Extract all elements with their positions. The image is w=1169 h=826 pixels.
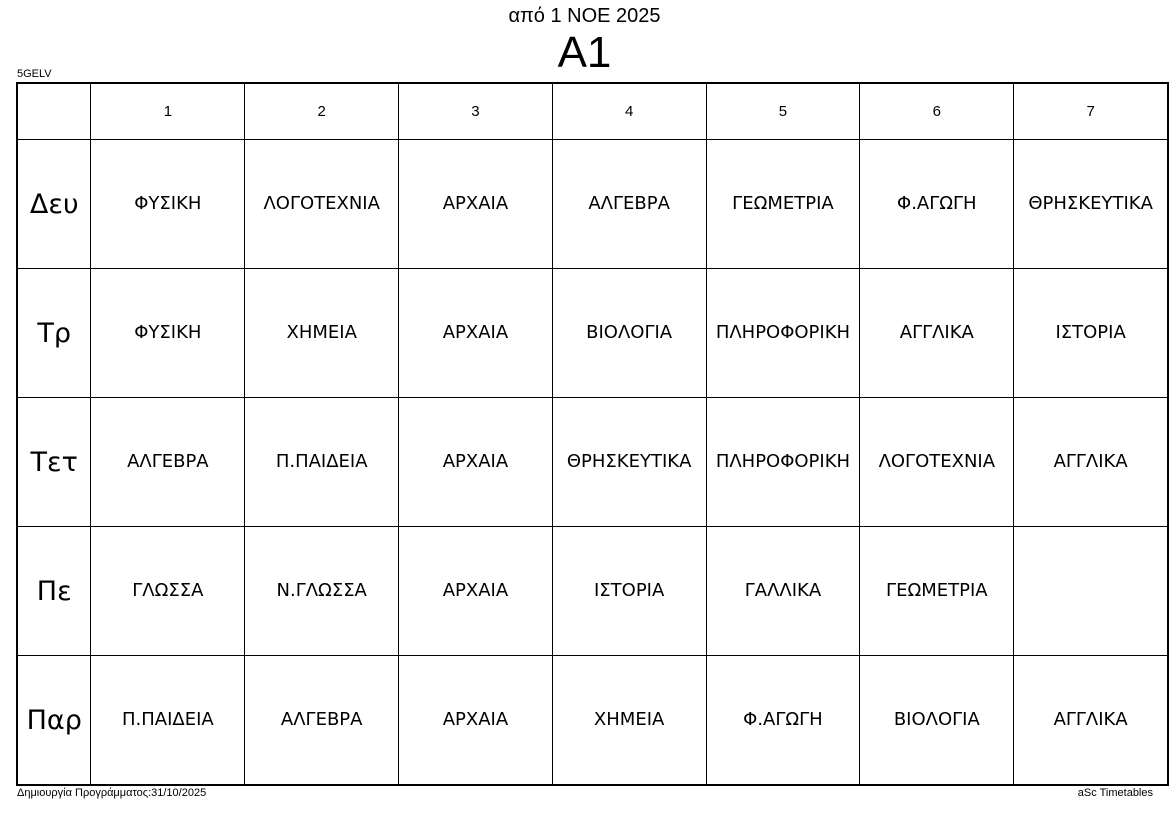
lesson-cell: ΑΡΧΑΙΑ [399,269,553,398]
lesson-cell: Π.ΠΑΙΔΕΙΑ [245,398,399,527]
lesson-cell: ΑΛΓΕΒΡΑ [552,140,706,269]
day-row-tuesday [17,269,1168,398]
lesson-cell: ΓΕΩΜΕΤΡΙΑ [860,527,1014,656]
lesson-cell: ΑΓΓΛΙΚΑ [860,269,1014,398]
period-header: 5 [706,83,860,140]
day-label: Πε [17,527,91,656]
lesson-cell: ΘΡΗΣΚΕΥΤΙΚΑ [552,398,706,527]
lesson-cell: ΒΙΟΛΟΓΙΑ [552,269,706,398]
school-code: 5GELV [17,68,52,80]
lesson-cell: ΘΡΗΣΚΕΥΤΙΚΑ [1014,140,1168,269]
lesson-cell: ΠΛΗΡΟΦΟΡΙΚΗ [706,398,860,527]
day-label: Τρ [17,269,91,398]
lesson-cell: ΑΡΧΑΙΑ [399,398,553,527]
lesson-cell: ΛΟΓΟΤΕΧΝΙΑ [245,140,399,269]
period-header: 2 [245,83,399,140]
creation-date: Δημιουργία Προγράμματος:31/10/2025 [17,787,207,799]
lesson-cell: ΑΡΧΑΙΑ [399,527,553,656]
lesson-cell-empty [1014,527,1168,656]
class-title: Α1 [557,28,612,77]
day-label: Παρ [17,656,91,786]
timetable-grid [16,82,1169,786]
period-header-row [17,83,1168,140]
day-label: Τετ [17,398,91,527]
day-row-friday [17,656,1168,786]
lesson-cell: ΒΙΟΛΟΓΙΑ [860,656,1014,786]
period-header: 7 [1014,83,1168,140]
period-header: 1 [91,83,245,140]
lesson-cell: ΓΑΛΛΙΚΑ [706,527,860,656]
lesson-cell: ΑΓΓΛΙΚΑ [1014,398,1168,527]
lesson-cell: ΓΕΩΜΕΤΡΙΑ [706,140,860,269]
lesson-cell: ΙΣΤΟΡΙΑ [1014,269,1168,398]
lesson-cell: Φ.ΑΓΩΓΗ [860,140,1014,269]
lesson-cell: ΠΛΗΡΟΦΟΡΙΚΗ [706,269,860,398]
lesson-cell: Ν.ΓΛΩΣΣΑ [245,527,399,656]
lesson-cell: ΧΗΜΕΙΑ [552,656,706,786]
lesson-cell: ΑΛΓΕΒΡΑ [245,656,399,786]
software-credit: aSc Timetables [1077,787,1153,799]
lesson-cell: ΧΗΜΕΙΑ [245,269,399,398]
lesson-cell: ΦΥΣΙΚΗ [91,140,245,269]
timetable-subtitle: από 1 ΝΟΕ 2025 [508,5,661,27]
lesson-cell: ΑΡΧΑΙΑ [399,140,553,269]
lesson-cell: ΦΥΣΙΚΗ [91,269,245,398]
day-label: Δευ [17,140,91,269]
corner-cell [17,83,91,140]
lesson-cell: ΙΣΤΟΡΙΑ [552,527,706,656]
day-row-monday [17,140,1168,269]
lesson-cell: Π.ΠΑΙΔΕΙΑ [91,656,245,786]
period-header: 3 [399,83,553,140]
period-header: 6 [860,83,1014,140]
lesson-cell: ΑΓΓΛΙΚΑ [1014,656,1168,786]
lesson-cell: Φ.ΑΓΩΓΗ [706,656,860,786]
day-row-thursday [17,527,1168,656]
lesson-cell: ΑΡΧΑΙΑ [399,656,553,786]
lesson-cell: ΛΟΓΟΤΕΧΝΙΑ [860,398,1014,527]
day-row-wednesday [17,398,1168,527]
lesson-cell: ΓΛΩΣΣΑ [91,527,245,656]
period-header: 4 [552,83,706,140]
lesson-cell: ΑΛΓΕΒΡΑ [91,398,245,527]
